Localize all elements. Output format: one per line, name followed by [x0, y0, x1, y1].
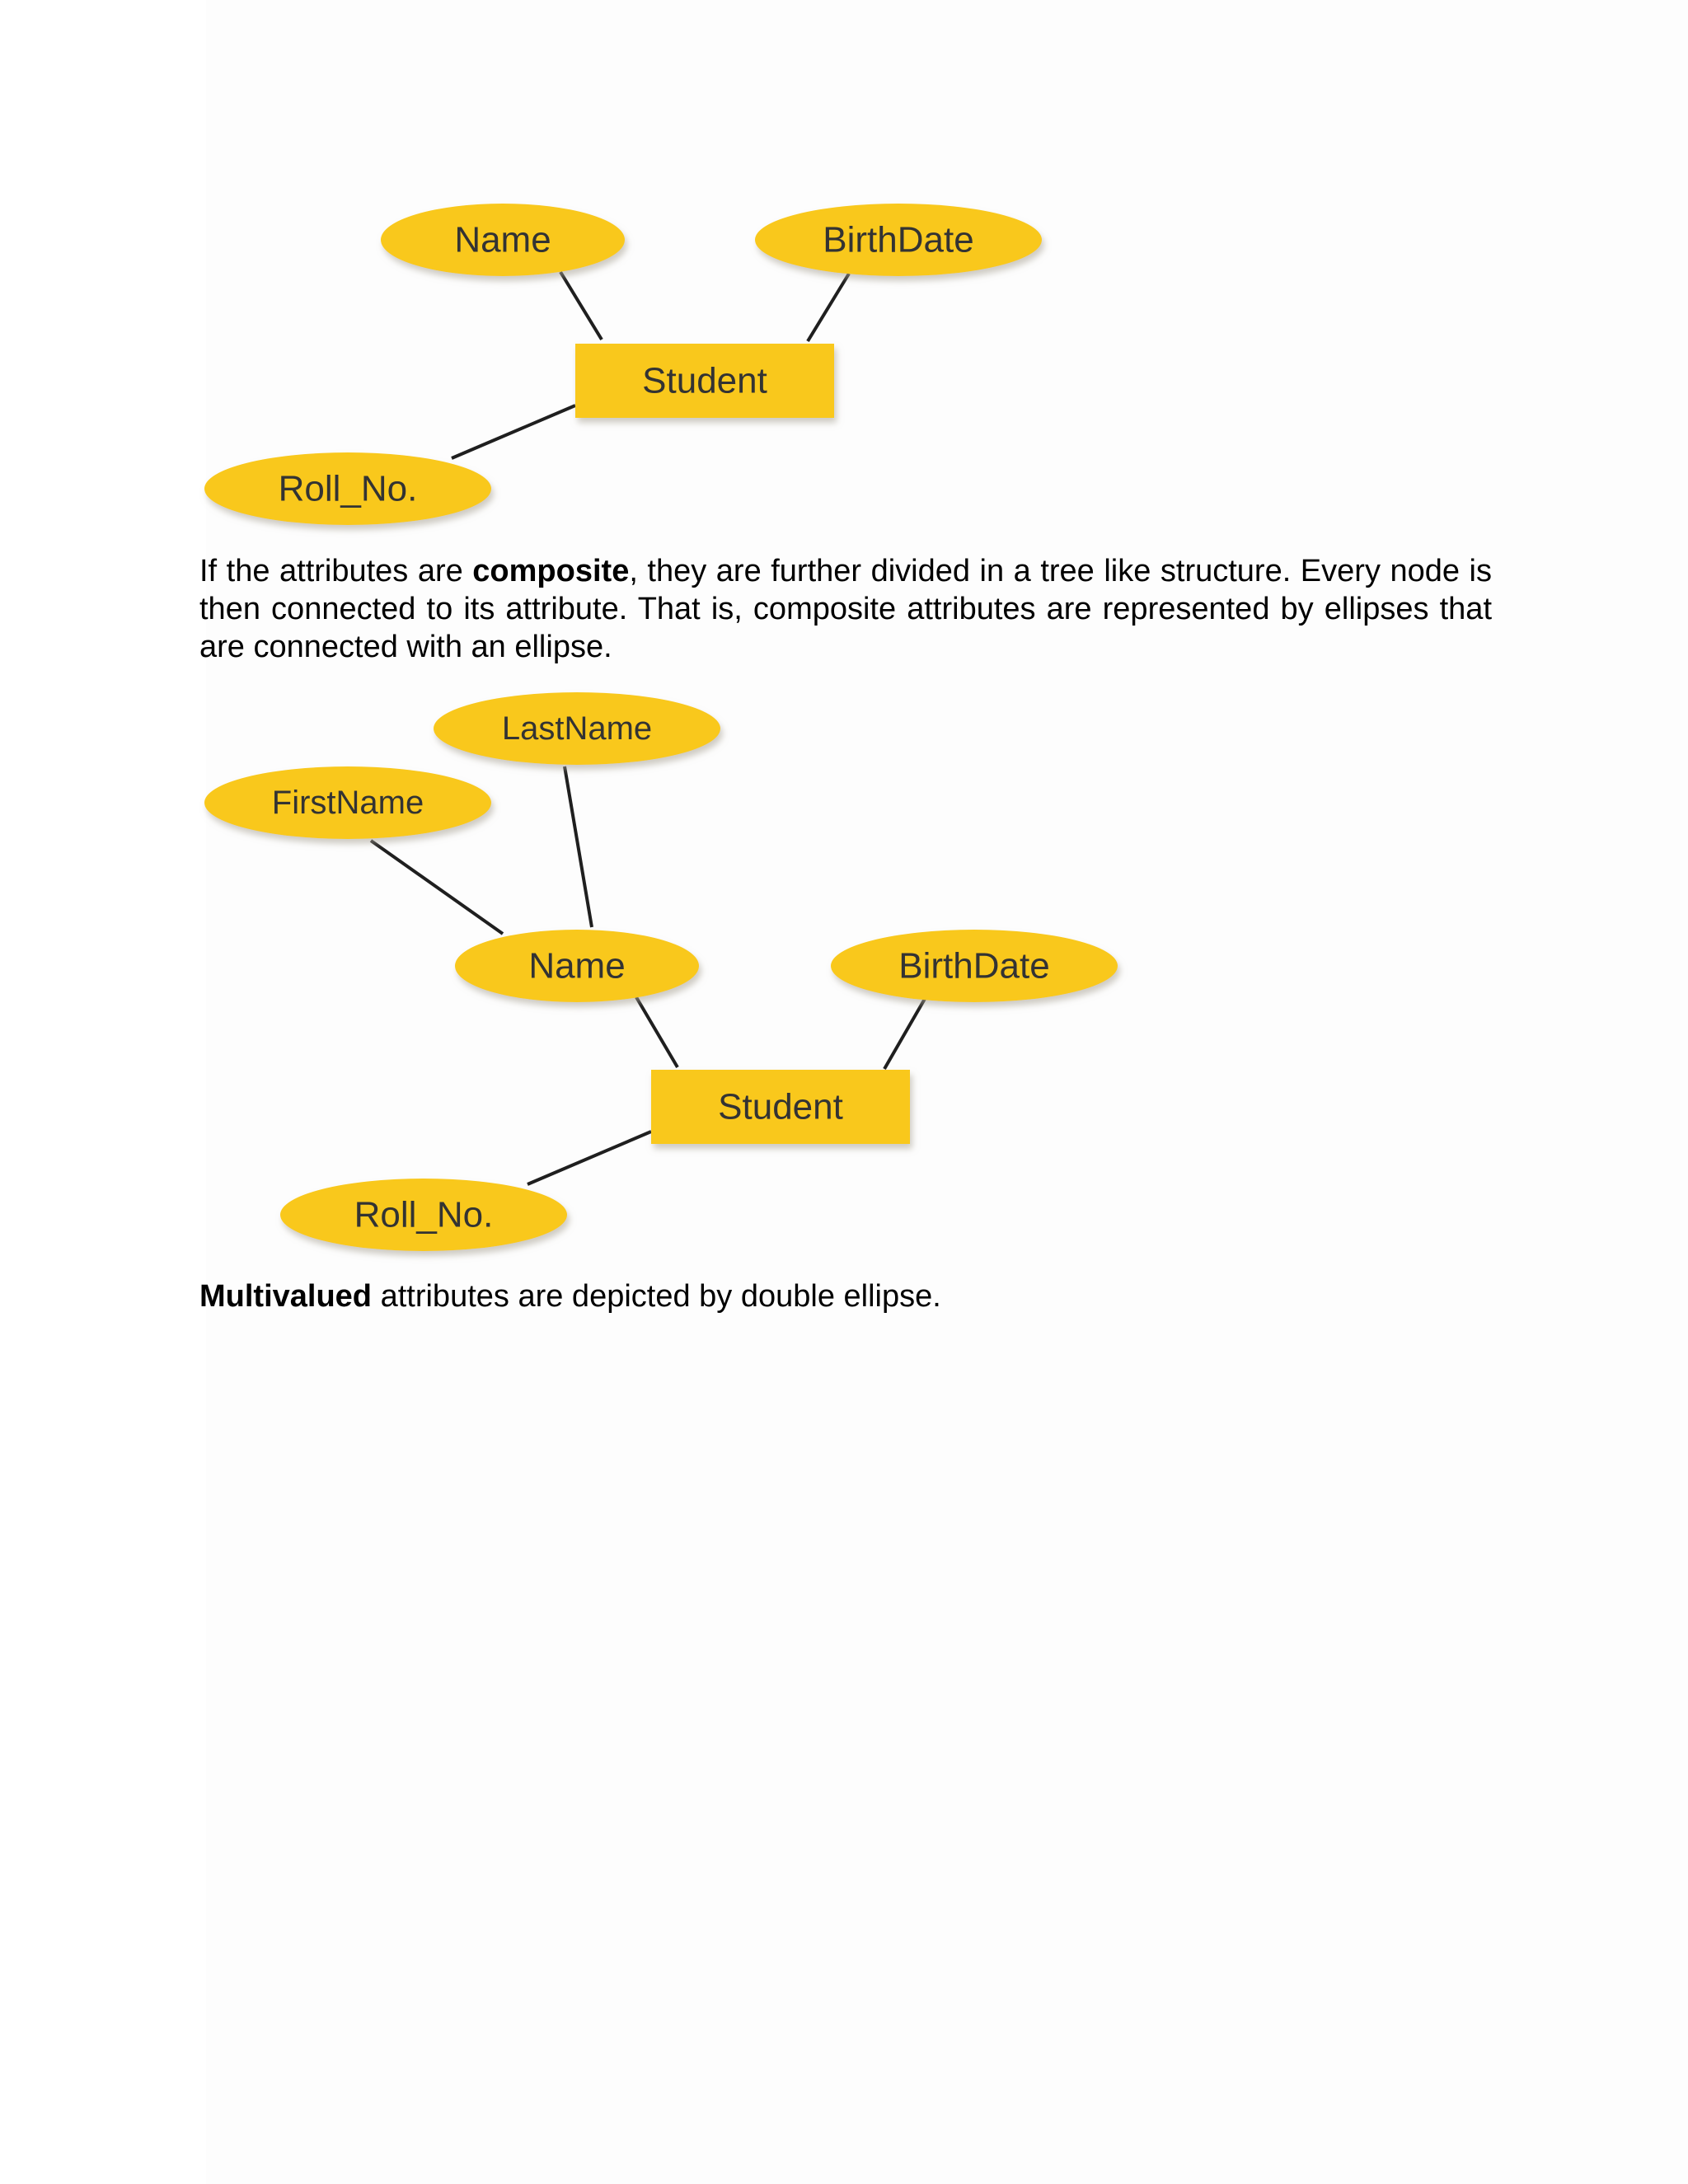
line-lastname-to-name	[565, 766, 592, 927]
attribute-birthdate-2-label: BirthDate	[898, 945, 1050, 987]
attribute-firstname-label: FirstName	[271, 785, 424, 821]
composite-term: composite	[472, 554, 630, 588]
multivalued-paragraph	[199, 1277, 1492, 1315]
entity-student-2	[651, 1070, 910, 1144]
line-student-to-rollno-2	[528, 1132, 651, 1184]
attribute-rollno-2	[280, 1179, 567, 1251]
multivalued-term: Multivalued	[199, 1279, 373, 1314]
attribute-rollno-label: Roll_No.	[278, 468, 418, 509]
entity-student-label: Student	[642, 360, 767, 401]
multivalued-paragraph-rest: attributes are depicted by double ellipse.	[372, 1279, 941, 1314]
attribute-name-2	[455, 930, 699, 1002]
attribute-lastname	[434, 692, 720, 765]
composite-paragraph-rest: , they are further divided in a tree like structure. Every node is then connected to its attribute. That is, composite attributes are represented by ellipses that are connected with an ellipse.	[199, 554, 1492, 664]
entity-student-2-label: Student	[718, 1086, 843, 1127]
attribute-rollno-2-label: Roll_No.	[354, 1194, 494, 1235]
attribute-firstname	[204, 766, 491, 839]
line-name-to-student-2	[636, 997, 678, 1067]
attribute-name-2-label: Name	[528, 945, 626, 987]
attribute-lastname-label: LastName	[501, 710, 653, 747]
attribute-name-label: Name	[454, 219, 551, 260]
attribute-birthdate-label: BirthDate	[823, 219, 974, 260]
composite-paragraph-lead: If the attributes are	[199, 554, 473, 588]
line-firstname-to-name	[371, 841, 503, 934]
line-birthdate-to-student-2	[884, 999, 925, 1069]
attribute-birthdate-2	[831, 930, 1118, 1002]
